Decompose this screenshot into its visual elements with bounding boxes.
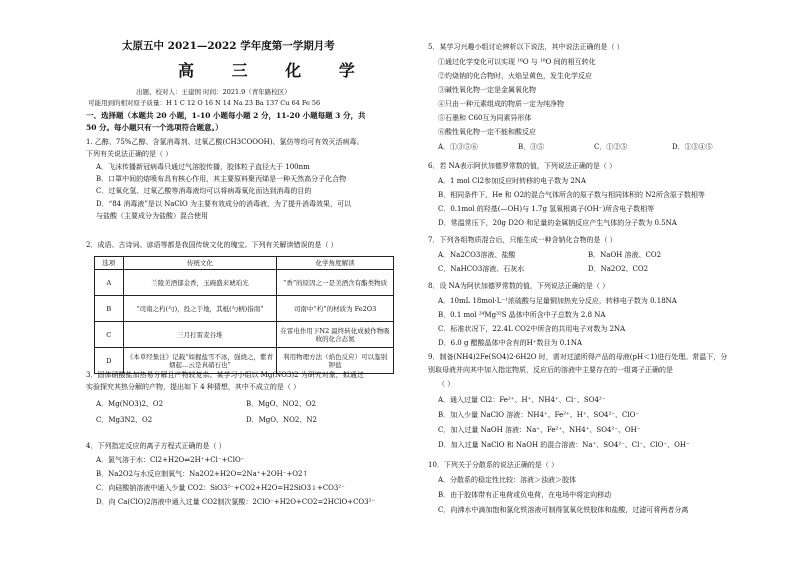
q1-option-d-cont: 与盐酸（主要成分为盐酸）混合使用 <box>96 212 208 220</box>
q5-item: ③碱性氧化物一定是金属氧化物 <box>438 86 536 94</box>
section-heading-1: 一、选择题（本题共 20 小题，1-10 小题每小题 2 分，11-20 小题每题 3 分，共 <box>86 111 366 120</box>
q2-header-option: 选项 <box>95 257 124 270</box>
q9-option-a: A．通入过量 Cl2：Fe²⁺、H⁺、NH4⁺、Cl⁻、SO4²⁻ <box>438 396 606 404</box>
q3-option-d: D．MgO、NO2、N2 <box>246 416 317 424</box>
q2-row-d-label: D <box>95 348 124 374</box>
q2-row-c-label: C <box>95 322 124 348</box>
q2-table <box>94 256 394 374</box>
q8-option-a: A．10mL 18mol·L⁻¹浓硫酸与足量铜加热充分反应，转移电子数为 0.18NA <box>438 297 677 305</box>
q10-stem: 10．下列关于分散系的说法正确的是（ ） <box>428 461 559 469</box>
q1-option-a: A．飞沫传播新冠病毒只通过气溶胶传播，胶体粒子直径大于 100nm <box>96 163 310 171</box>
q5-item: ⑤石墨和 C60互为同素异形体 <box>438 114 532 122</box>
q6-option-d: D．常温常压下，20g D2O 和足量的金属钠反应产生气体的分子数为 0.5NA <box>438 219 677 227</box>
q5-option-b: B．③⑤ <box>518 143 545 151</box>
q7-option-c: C．NaHCO3溶液、石灰水 <box>438 265 525 273</box>
q2-row-d-culture: 《本草经集注》记载“如握盐雪不冰，强烧之，紫青烟起…云是真硝石也” <box>123 348 277 374</box>
q2-row-b-chem: 司南中“杓”的材质为 Fe2O3 <box>277 296 394 322</box>
q5-stem: 5．某学习兴趣小组讨论辨析以下说法，其中说法正确的是（ ） <box>428 43 624 51</box>
q2-row-b-label: B <box>95 296 124 322</box>
q5-option-c: C．①②⑤ <box>594 143 628 151</box>
q9-stem-line: （ ） <box>438 380 455 388</box>
q2-row-c-culture: 三月打雷麦谷堆 <box>123 322 277 348</box>
q2-row-c-chem: 在雷电作用下N2 最终转化成被作物吸收的化合态氮 <box>277 322 394 348</box>
q4-option-a: A．氯气溶于水：Cl2+H2O⇌2H⁺+Cl⁻+ClO⁻ <box>96 456 245 464</box>
q3-stem-line: 实验探究其热分解的产物，提出如下 4 种猜想，其中不成立的是（ ） <box>86 383 301 391</box>
q2-row-a-label: A <box>95 270 124 296</box>
q1-option-b: B．口罩中间的熔喷布具有核心作用，其主要原料聚丙烯是一种天然高分子化合物 <box>96 175 347 183</box>
atomic-masses: 可能用到的相对原子质量：H 1 C 12 O 16 N 14 Na 23 Ba 137 Cu 64 Fe 56 <box>88 99 321 107</box>
q3-option-b: B．MgO、NO2、O2 <box>246 400 317 408</box>
q4-option-b: B．Na2O2与水反应制氧气：Na2O2+H2O=2Na⁺+2OH⁻+O2↑ <box>96 470 309 478</box>
q1-stem-line: 下列有关说法正确的是（ ） <box>86 150 173 158</box>
q4-stem: 4．下列指定反应的离子方程式正确的是（ ） <box>86 442 226 450</box>
q3-option-a: A．Mg(NO3)2、O2 <box>96 400 164 408</box>
q5-option-a: A．①③⑤⑥ <box>438 143 479 151</box>
q10-option-c: C．向沸水中滴加饱和氯化铁溶液可制得氢氧化铁胶体和盐酸，过滤可将两者分离 <box>438 506 689 514</box>
q7-stem: 7．下列各组物质混合后，只能生成一种含钠化合物的是（ ） <box>428 236 617 244</box>
q2-row-a-culture: 兰陵美酒郁金香，玉碗盛来琥珀光 <box>123 270 277 296</box>
q2-header-culture: 传统文化 <box>123 257 277 270</box>
q8-option-c: C．标准状况下，22.4L CO2中所含的共用电子对数为 2NA <box>438 325 626 333</box>
q8-stem: 8．设 NA为阿伏加德罗常数的值，下列说法正确的是（ ） <box>428 282 610 290</box>
q4-option-c: C．向硅酸钠溶液中通入少量 CO2：SiO3²⁻+CO2+H2O=H2SiO3↓+CO3²⁻ <box>96 484 345 492</box>
q9-stem-line: 9．制备(NH4)2Fe(SO4)2·6H2O 时，需对过滤所得产品的母液(pH＜1)进行处理。常温下，分 <box>428 353 728 361</box>
q10-option-a: A．分散系的稳定性比较：溶液＞浊液＞胶体 <box>438 476 577 484</box>
author-line: 出题、校对人：王建国 时间：2021.9（青年路校区） <box>136 88 291 96</box>
q3-stem-line: 3．固体硝酸盐加热易分解且产物较复杂。某学习小组以 Mg(NO3)2 为研究对象，拟通过 <box>86 371 364 379</box>
q1-option-d: D．“84 消毒液”是以 NaClO 为主要有效成分的消毒液，为了提升消毒效果，可以 <box>96 200 351 208</box>
q4-option-d: D．向 Ca(ClO)2溶液中通入过量 CO2制次氯酸：2ClO⁻+H2O+CO2=2HClO+CO3²⁻ <box>96 498 376 506</box>
q9-stem-line: 别取母液并向其中加入指定物质，反应后的溶液中主要存在的一组离子正确的是 <box>428 366 673 374</box>
q9-option-d: D．加入过量 NaClO 和 NaOH 的混合溶液：Na⁺、SO4²⁻、Cl⁻、ClO⁻、OH⁻ <box>438 441 690 449</box>
q1-stem-line: 1. 乙醇、75%乙醇、含氯消毒剂、过氧乙酸(CH3COOOH)、氯仿等均可有效灭活病毒。 <box>86 138 364 146</box>
q7-option-a: A．Na2CO3溶液、盐酸 <box>438 251 516 259</box>
q10-option-b: B．由于胶体带有正电荷或负电荷，在电场中将定向移动 <box>438 491 612 499</box>
school-title: 太原五中 2021—2022 学年度第一学期月考 <box>122 40 335 52</box>
q8-option-b: B．0.1 mol ²⁴Mg³²S 晶体中所含中子总数为 2.8 NA <box>438 311 606 319</box>
q7-option-d: D．Na2O2、CO2 <box>588 265 649 273</box>
q3-option-c: C．Mg3N2、O2 <box>96 416 153 424</box>
q9-option-c: C．加入过量 NaOH 溶液：Na⁺、Fe²⁺、NH4⁺、SO4²⁻、OH⁻ <box>438 426 641 434</box>
q6-stem: 6．若 NA表示阿伏加德罗常数的值，下列说法正确的是（ ） <box>428 162 617 170</box>
q5-item: ⑥酸性氧化物一定不能和酸反应 <box>438 128 536 136</box>
subject-title: 高 三 化 学 <box>178 61 371 80</box>
q2-header-chem: 化学角度解读 <box>277 257 394 270</box>
q6-option-a: A．1 mol Cl2参加反应时转移的电子数为 2NA <box>438 177 586 185</box>
q2-row-a-chem: “香”的原因之一是美酒含有酯类物质 <box>277 270 394 296</box>
q7-option-b: B．NaOH 溶液、CO2 <box>588 251 662 259</box>
q2-stem: 2．成语、古诗词、谚语等都是我国传统文化的瑰宝。下列有关解读错误的是（ ） <box>86 241 338 249</box>
q5-item: ④只由一种元素组成的物质一定为纯净物 <box>438 100 564 108</box>
q9-option-b: B．加入少量 NaClO 溶液：NH4⁺、Fe²⁺、H⁺、SO4²⁻、ClO⁻ <box>438 411 640 419</box>
q2-row-d-chem: 利用物理方法（焰色反应）可以鉴别钾盐 <box>277 348 394 374</box>
q5-item: ②灼烧钠的化合物时，火焰呈黄色，发生化学反应 <box>438 72 592 80</box>
q2-row-b-culture: “司南之杓(勺)，投之于地，其柢(勺柄)指南” <box>123 296 277 322</box>
q6-option-b: B．相同条件下，He 和 O2的混合气体所含的原子数与相同体积的 N2所含原子数相等 <box>438 191 705 199</box>
section-heading-2: 50 分。每小题只有一个选项符合题意。） <box>86 123 223 132</box>
q6-option-c: C．0.1mol 的羟基(—OH)与 1.7g 氢氧根离子(OH⁻)所含电子数相等 <box>438 205 655 213</box>
q5-option-d: D．①③④⑤ <box>672 143 713 151</box>
q5-item: ①通过化学变化可以实现 ¹⁶O 与 ¹⁸O 间的相互转化 <box>438 58 596 66</box>
q1-option-c: C．过氧化氢、过氧乙酸等消毒液均可以将病毒氧化而达到消毒的目的 <box>96 187 312 195</box>
q8-option-d: D．6.0 g 醋酸晶体中含有的H⁺数目为 0.1NA <box>438 339 583 347</box>
